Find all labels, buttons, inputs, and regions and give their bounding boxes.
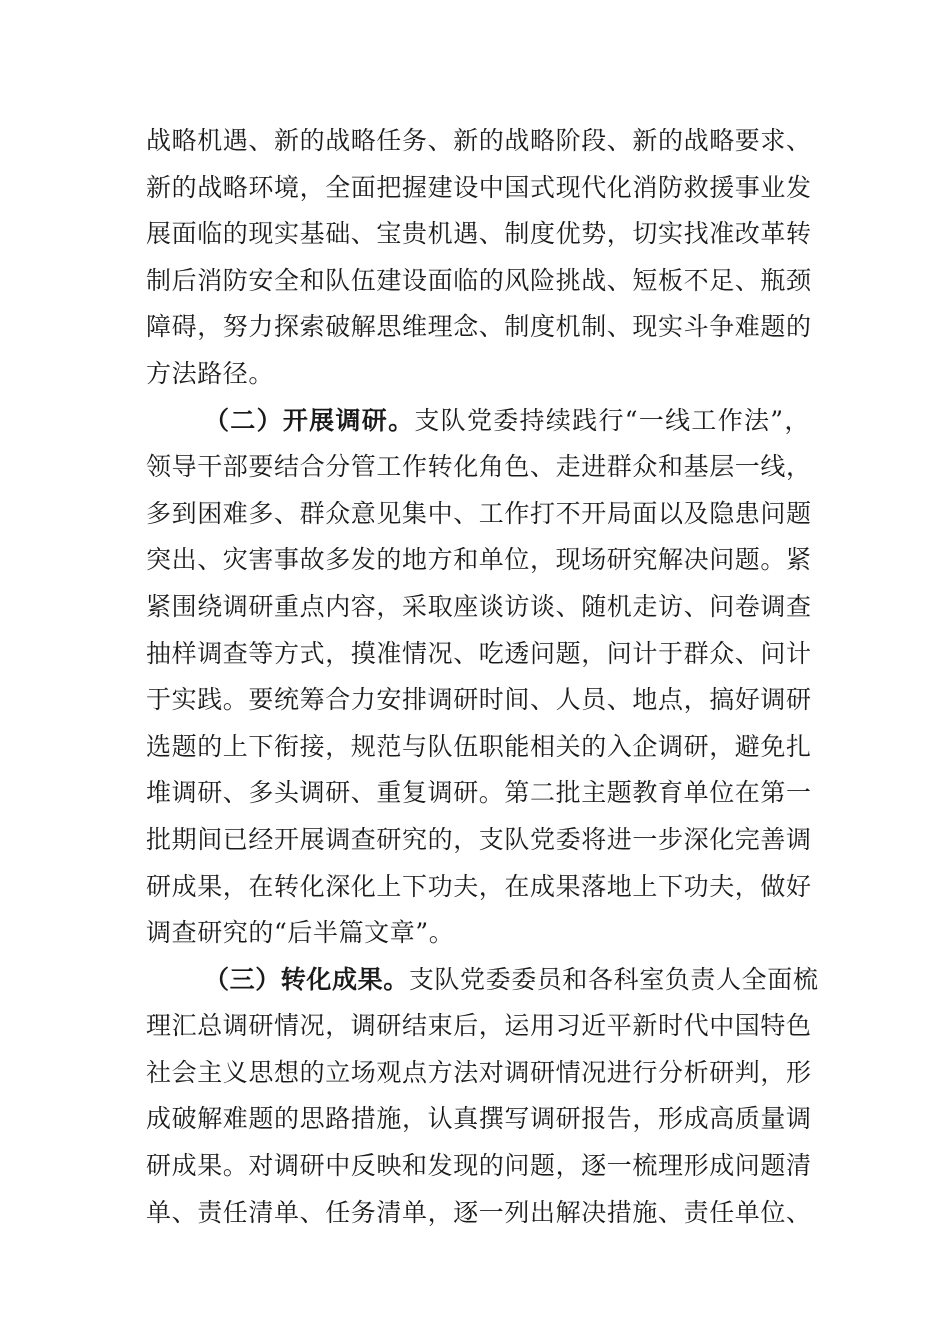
paragraph-transform-results bbox=[146, 957, 819, 1237]
text-line: 单、责任清单、任务清单，逐一列出解决措施、责任单位、 bbox=[146, 1197, 812, 1227]
text-line: 领导干部要结合分管工作转化角色、走进群众和基层一线， bbox=[146, 452, 812, 482]
text-run: 支队党委持续践行“一线工作法”， bbox=[414, 405, 810, 435]
text-line: 障碍，努力探索破解思维理念、制度机制、现实斗争难题的 bbox=[146, 312, 812, 342]
section-heading: （二）开展调研。 bbox=[204, 405, 415, 435]
text-line: 理汇总调研情况，调研结束后，运用习近平新时代中国特色 bbox=[146, 1011, 812, 1041]
paragraph-first-line bbox=[146, 957, 819, 1004]
text-line: 堆调研、多头调研、重复调研。第二批主题教育单位在第一 bbox=[146, 778, 812, 808]
text-line: 展面临的现实基础、宝贵机遇、制度优势，切实找准改革转 bbox=[146, 219, 812, 249]
text-run: 支队党委委员和各科室负责人全面梳 bbox=[408, 964, 819, 994]
section-heading: （三）转化成果。 bbox=[204, 964, 409, 994]
text-line: 研成果，在转化深化上下功夫，在成果落地上下功夫，做好 bbox=[146, 871, 812, 901]
text-line: 于实践。要统筹合力安排调研时间、人员、地点，搞好调研 bbox=[146, 685, 812, 715]
text-line: 选题的上下衔接，规范与队伍职能相关的入企调研，避免扎 bbox=[146, 731, 812, 761]
text-line: 突出、灾害事故多发的地方和单位，现场研究解决问题。紧 bbox=[146, 545, 812, 575]
paragraph-first-line bbox=[146, 398, 810, 445]
text-line: 调查研究的“后半篇文章”。 bbox=[146, 918, 455, 948]
text-line: 多到困难多、群众意见集中、工作打不开局面以及隐患问题 bbox=[146, 498, 812, 528]
paragraph-conduct-research bbox=[146, 398, 810, 957]
text-line: 制后消防安全和队伍建设面临的风险挑战、短板不足、瓶颈 bbox=[146, 265, 812, 295]
text-line: 新的战略环境，全面把握建设中国式现代化消防救援事业发 bbox=[146, 172, 812, 202]
text-line: 抽样调查等方式，摸准情况、吃透问题，问计于群众、问计 bbox=[146, 638, 812, 668]
paragraph-continuation bbox=[146, 118, 810, 398]
document-body bbox=[146, 118, 819, 1236]
text-line: 战略机遇、新的战略任务、新的战略阶段、新的战略要求、 bbox=[146, 126, 812, 155]
text-line: 成破解难题的思路措施，认真撰写调研报告，形成高质量调 bbox=[146, 1104, 812, 1134]
text-line: 紧围绕调研重点内容，采取座谈访谈、随机走访、问卷调查 bbox=[146, 591, 812, 621]
text-line: 批期间已经开展调查研究的，支队党委将进一步深化完善调 bbox=[146, 824, 812, 854]
text-line: 社会主义思想的立场观点方法对调研情况进行分析研判，形 bbox=[146, 1057, 812, 1087]
text-line: 研成果。对调研中反映和发现的问题，逐一梳理形成问题清 bbox=[146, 1151, 812, 1181]
text-line: 方法路径。 bbox=[146, 358, 275, 388]
